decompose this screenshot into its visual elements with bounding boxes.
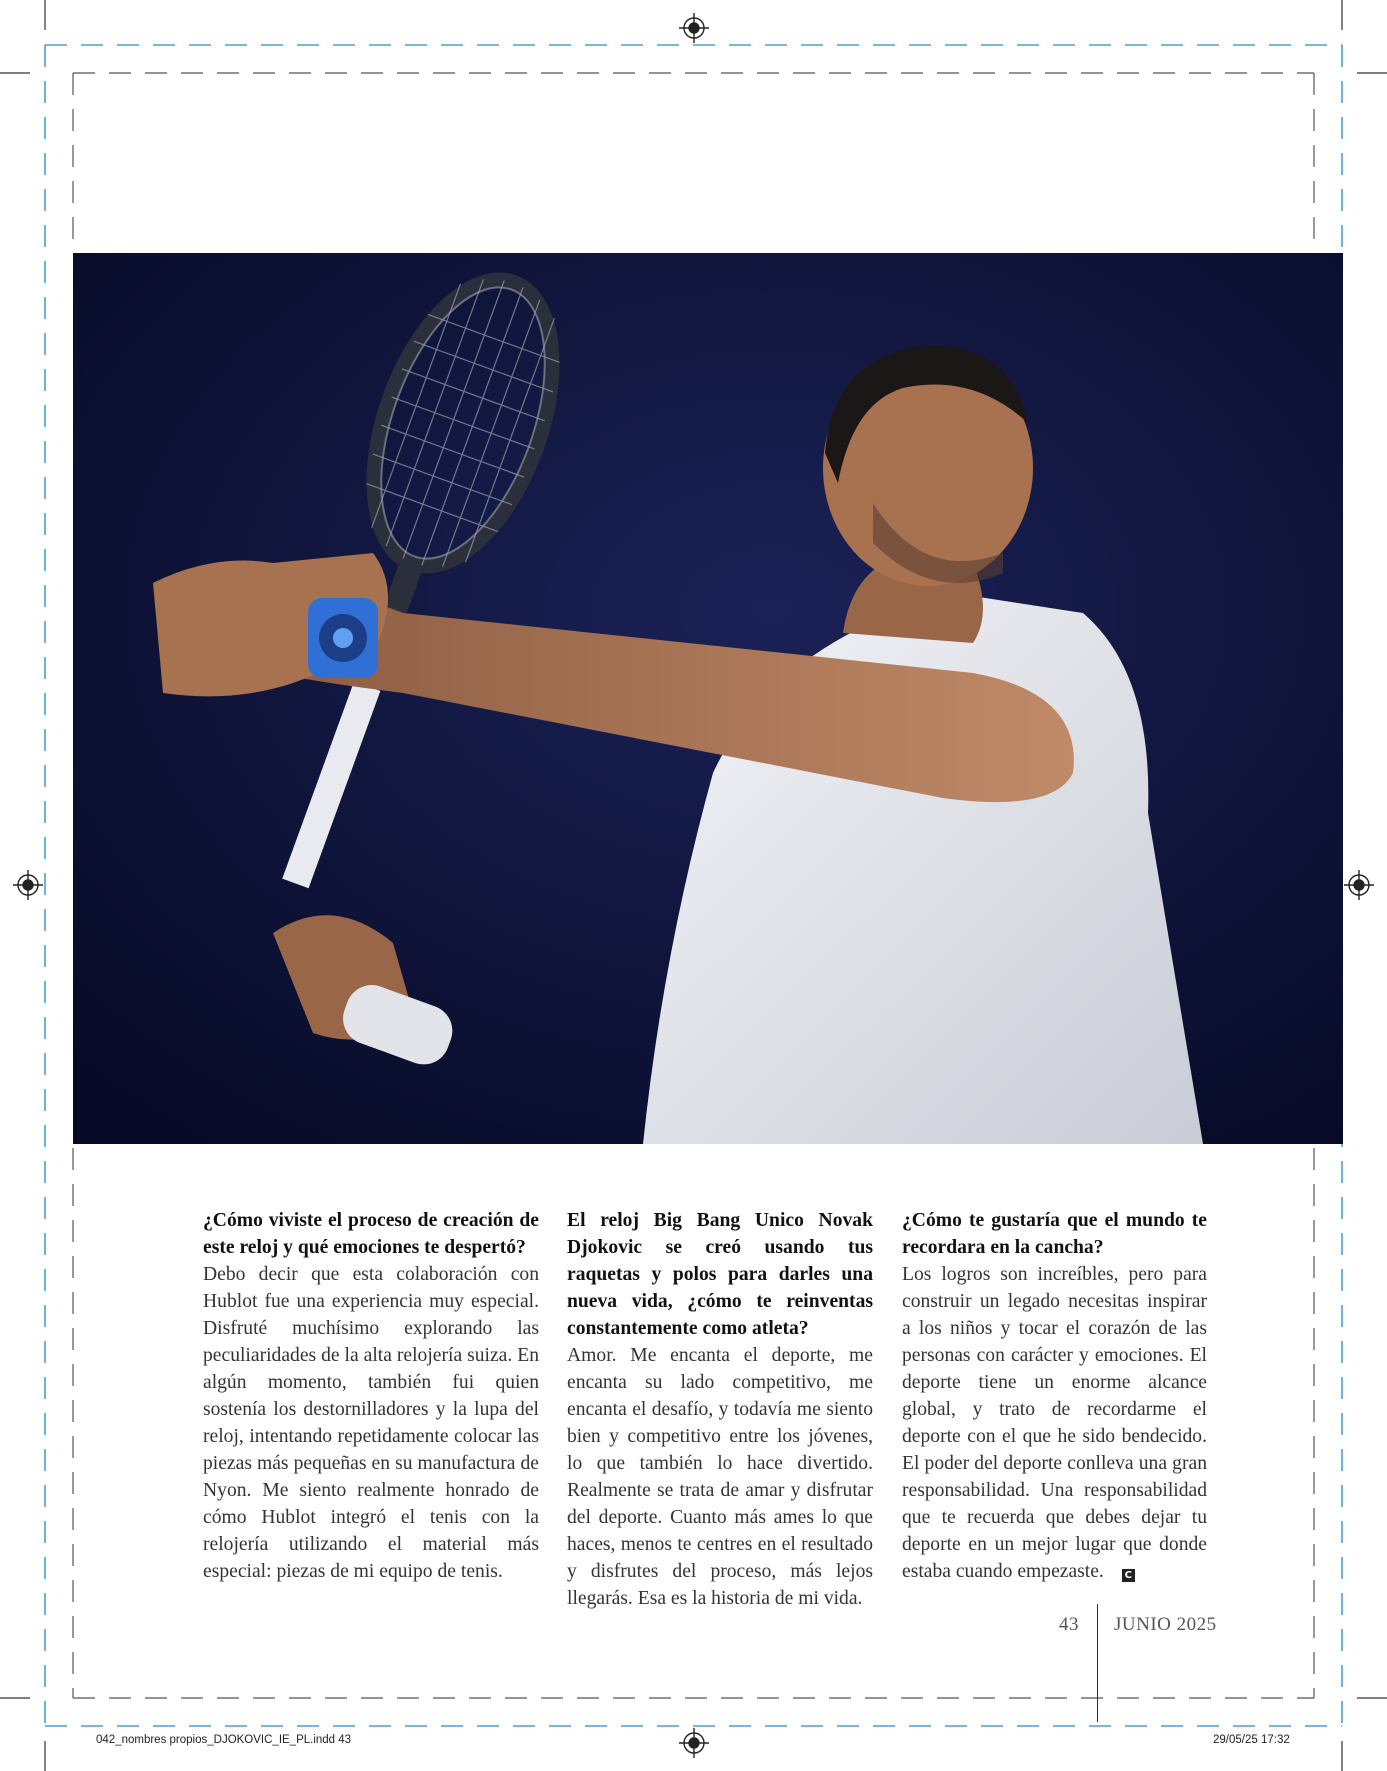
hero-photo	[73, 253, 1343, 1144]
interview-question-3: ¿Cómo te gustaría que el mundo te recordara en la cancha?	[902, 1210, 1207, 1258]
article-column-1	[203, 1207, 539, 1585]
watch	[308, 598, 378, 678]
slug-filename: 042_nombres propios_DJOKOVIC_IE_PL.indd 43	[96, 1734, 352, 1746]
interview-answer-2: Amor. Me encanta el deporte, me encanta su lado competitivo, me encanta el desafío, y todavía me siento bien y competitivo entre los jóvenes, lo que también lo hace divertido. Realmente se trata de amar y disfrutar del deporte. Cuanto más ames lo que haces, menos te centres en el resultado y disfrutes del proceso, más lejos llegarás. Esa es la historia de mi vida.	[567, 1345, 873, 1609]
interview-answer-3	[902, 1261, 1207, 1585]
interview-answer-1: Debo decir que esta colaboración con Hublot fue una experiencia muy especial. Disfruté muchísimo explorando las peculiaridades de la alta relojería suiza. En algún momento, también fui quien sostenía los destornilladores y la lupa del reloj, intentando repetidamente colocar las piezas más pequeñas en su manufactura de Nyon. Me siento realmente honrado de cómo Hublot integró el tenis con la relojería utilizando el material más especial: piezas de mi equipo de tenis.	[203, 1264, 539, 1582]
interview-question-2: El reloj Big Bang Unico Novak Djokovic se creó usando tus raquetas y polos para darles una nueva vida, ¿cómo te reinventas constantemente como atleta?	[567, 1210, 873, 1339]
interview-answer-3-text: Los logros son increíbles, pero para construir un legado necesitas inspirar a los niños y tocar el corazón de las personas con carácter y emociones. El deporte tiene un enorme alcance global, y trato de recordarme el deporte con el que he sido bendecido. El poder del deporte conlleva una gran responsabilidad. Una responsabilidad que te recuerda que debes dejar tu deporte en un mejor lugar que donde estaba cuando empezaste.	[902, 1264, 1207, 1582]
article-column-2	[567, 1207, 873, 1612]
interview-question-1: ¿Cómo viviste el proceso de creación de este reloj y qué emociones te despertó?	[203, 1210, 539, 1258]
page-number: 43	[1059, 1614, 1079, 1635]
article-column-3	[902, 1207, 1207, 1585]
slug-timestamp: 29/05/25 17:32	[1213, 1734, 1290, 1746]
end-of-article-icon: C	[1122, 1569, 1135, 1582]
issue-date: JUNIO 2025	[1114, 1614, 1217, 1635]
folio-divider	[1097, 1604, 1098, 1722]
tennis-player-illustration	[73, 253, 1343, 1144]
